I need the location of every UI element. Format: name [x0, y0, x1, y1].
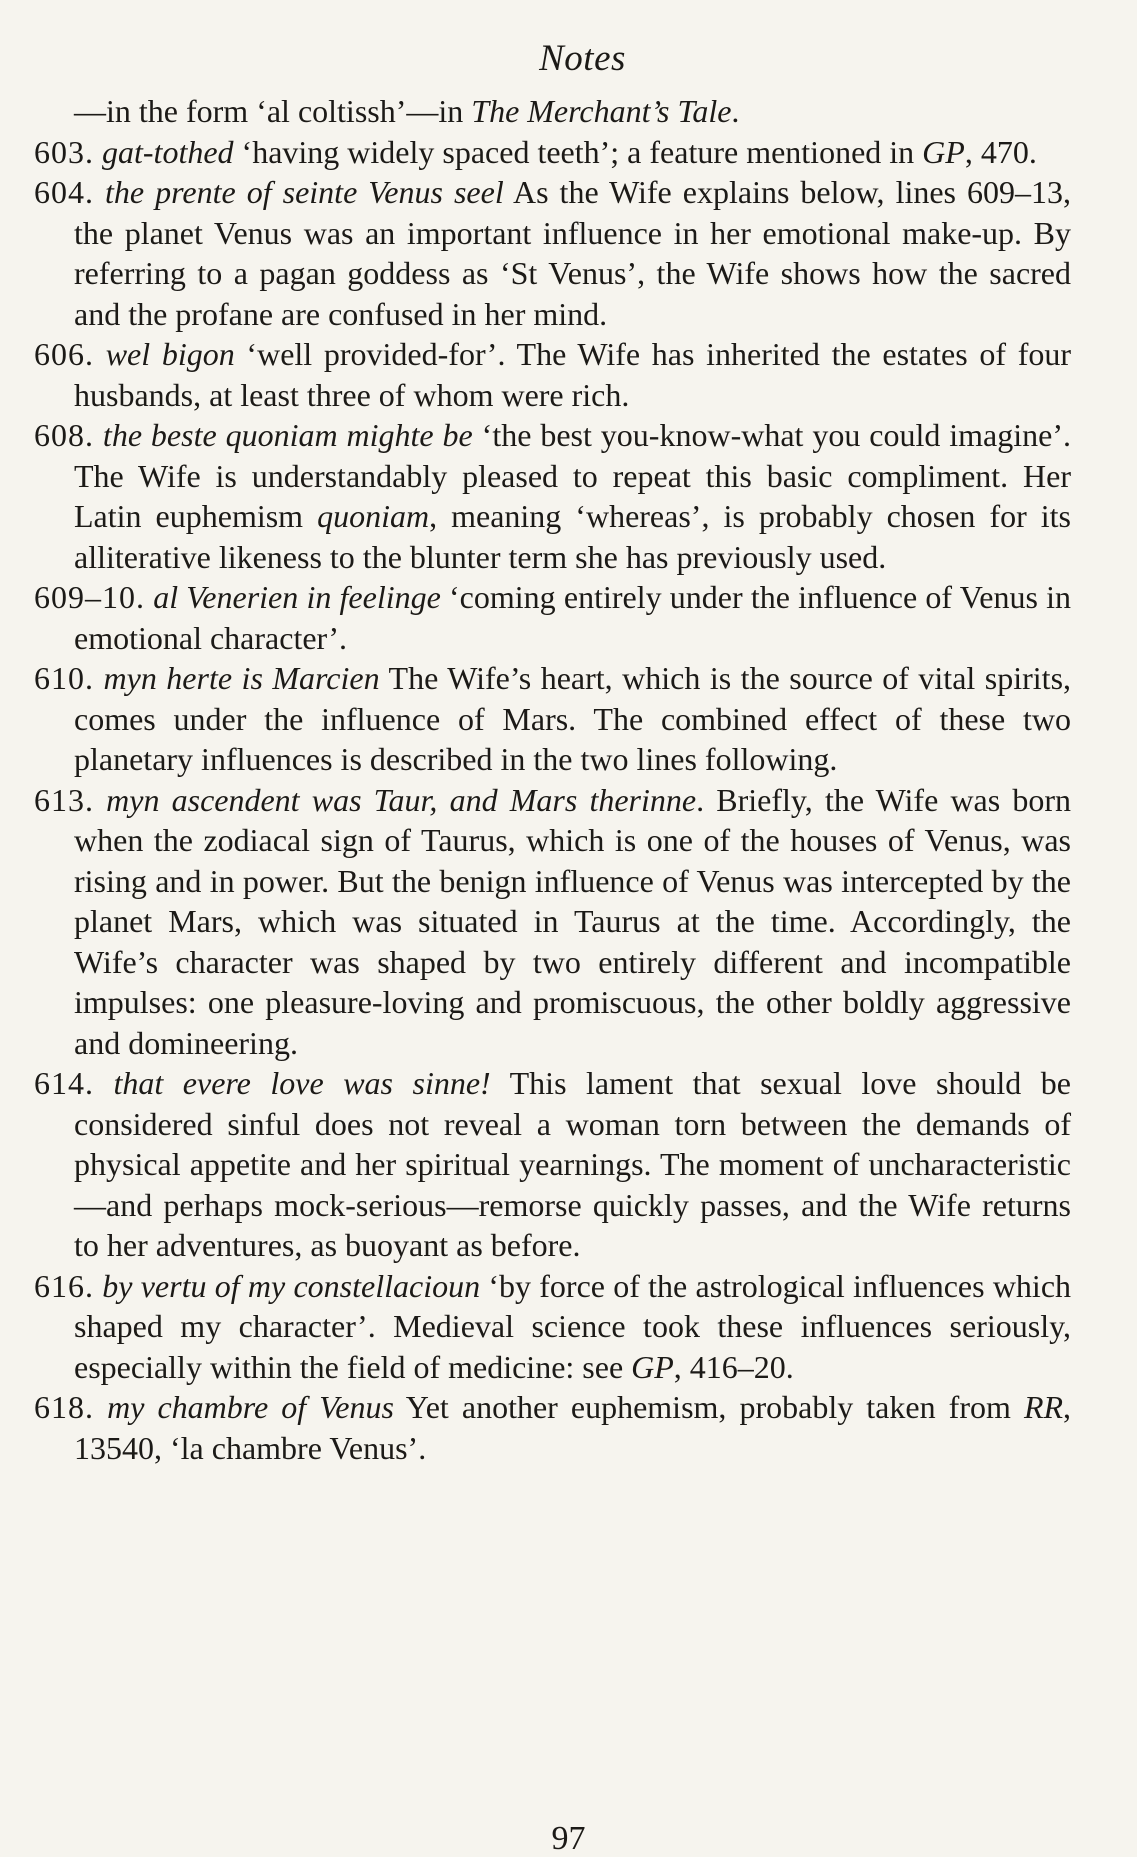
line-number: 603.	[34, 133, 94, 170]
note-609-10: 609–10. al Venerien in feelinge ‘coming entirely under the influence of Venus in emotional character’.	[34, 579, 1072, 656]
lemma: myn herte is Marcien	[103, 660, 380, 696]
line-number: 608.	[34, 417, 94, 453]
note-618: 618. my chambre of Venus Yet another euphemism, probably taken from RR, 13540, ‘la chambre Venus’.	[34, 1389, 1072, 1466]
lemma: by vertu of my constellacioun	[102, 1267, 481, 1304]
line-number: 609–10.	[34, 579, 145, 615]
page-number: 97	[551, 1820, 586, 1857]
note-613: 613. myn ascendent was Taur, and Mars therinne. Briefly, the Wife was born when the zodiacal sign of Taurus, which is one of the houses of Venus, was rising and in power. But the benign influence of Venus was intercepted by the planet Mars, which was situated in Taurus at the time. Accordingly, the Wife’s character was shaped by two entirely different and incompatible impulses: one pleasure-loving and promiscuous, the other boldly aggressive and domineering.	[34, 781, 1072, 1061]
note-603: 603. gat-tothed ‘having widely spaced teeth’; a feature mentioned in GP, 470.	[34, 133, 1037, 170]
line-number: 616.	[34, 1267, 94, 1304]
note-606: 606. wel bigon ‘well provided-for’. The Wife has inherited the estates of four husbands, at least three of whom were rich.	[34, 336, 1072, 413]
running-header: Notes	[539, 38, 626, 79]
lemma: al Venerien in feelinge	[153, 579, 441, 615]
line-number: 618.	[34, 1389, 94, 1425]
line-number: 613.	[34, 781, 94, 818]
lemma: that evere love was sinne!	[113, 1065, 491, 1101]
lemma: the beste quoniam mighte be	[102, 417, 473, 453]
lemma: my chambre of Venus	[107, 1389, 394, 1425]
line-number: 610.	[34, 660, 94, 696]
line-number: 604.	[34, 174, 94, 210]
note-continuation: —in the form ‘al coltissh’—in The Merchant’s Tale.	[74, 93, 740, 129]
note-604: 604. the prente of seinte Venus seel As the Wife explains below, lines 609–13, the planet Venus was an important influence in her emotional make-up. By referring to a pagan goddess as ‘St Venus’, the Wife shows how the sacred and the profane are confused in her mind.	[34, 174, 1072, 332]
note-614: 614. that evere love was sinne! This lament that sexual love should be considered sinful does not reveal a woman torn between the demands of physical appetite and her spiritual yearnings. The moment of uncharacteristic—and perhaps mock-serious—remorse quickly passes, and the Wife returns to her adventures, as buoyant as before.	[34, 1065, 1072, 1263]
line-number: 606.	[34, 336, 94, 372]
note-610: 610. myn herte is Marcien The Wife’s heart, which is the source of vital spirits, comes under the influence of Mars. The combined effect of these two planetary influences is described in the two lines following.	[34, 660, 1072, 777]
note-608: 608. the beste quoniam mighte be ‘the best you-know-what you could imagine’. The Wife is understandably pleased to repeat this basic compliment. Her Latin euphemism quoniam, meaning ‘whereas’, is probably chosen for its alliterative likeness to the blunter term she has previously used.	[34, 417, 1072, 575]
lemma: wel bigon	[105, 336, 235, 372]
lemma: gat-tothed	[102, 133, 234, 170]
note-616: 616. by vertu of my constellacioun ‘by force of the astrological influences which shaped my character’. Medieval science took these influences seriously, especially within the field of medicine: see GP, 416–20.	[34, 1267, 1072, 1385]
lemma: the prente of seinte Venus seel	[105, 174, 504, 210]
lemma: myn ascendent was Taur, and Mars therinne	[106, 781, 697, 818]
line-number: 614.	[34, 1065, 94, 1101]
